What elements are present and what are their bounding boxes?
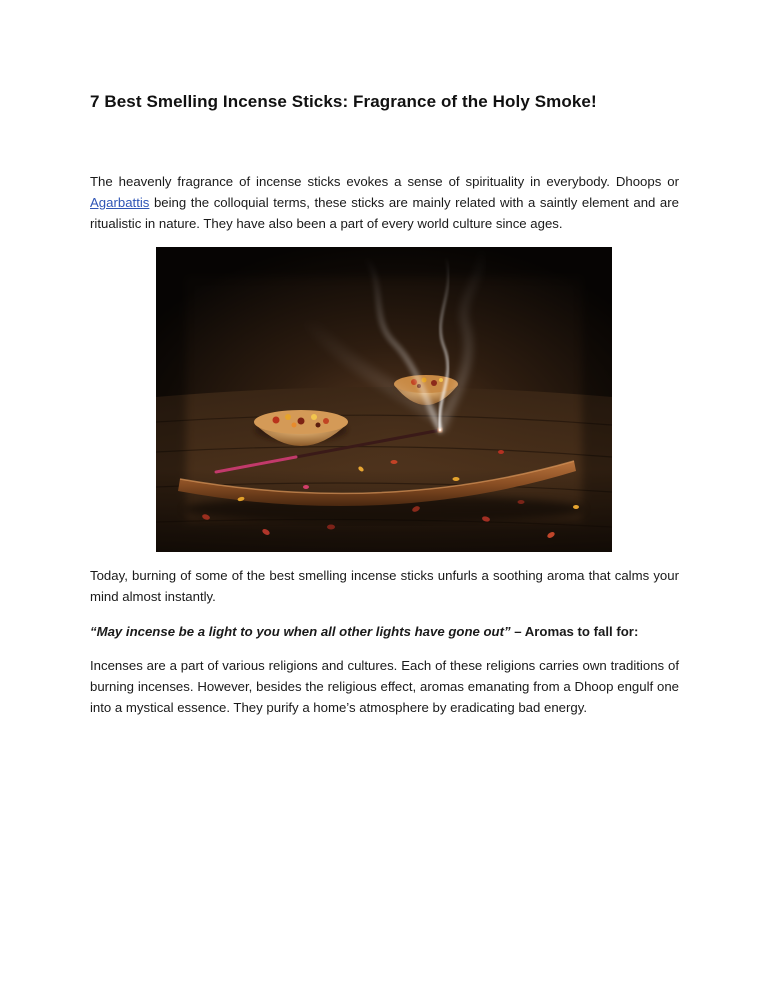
quote-paragraph [90, 621, 679, 642]
intro-paragraph [90, 171, 679, 234]
incense-photo [156, 247, 612, 552]
religions-paragraph: Incenses are a part of various religions and cultures. Each of these religions carries own traditions of burning incenses. However, besides the religious effect, aromas emanating from a Dhoop engulf one into a mystical essence. They purify a home’s atmosphere by eradicating bad energy. [90, 658, 679, 715]
today-paragraph: Today, burning of some of the best smelling incense sticks unfurls a soothing aroma that calms your mind almost instantly. [90, 568, 679, 604]
incense-photo-icon [156, 247, 612, 552]
intro-text-start: The heavenly fragrance of incense sticks evokes a sense of spirituality in everybody. Dhoops or [90, 174, 679, 189]
incense-quote: “May incense be a light to you when all other lights have gone out” [90, 624, 511, 639]
intro-text-end: being the colloquial terms, these sticks are mainly related with a saintly element and are ritualistic in nature. They have also been a part of every world culture since ages. [90, 195, 679, 231]
agarbattis-link[interactable]: Agarbattis [90, 195, 150, 210]
quote-subheading: – Aromas to fall for: [510, 624, 639, 639]
article-title: 7 Best Smelling Incense Sticks: Fragrance of the Holy Smoke! [90, 92, 597, 111]
